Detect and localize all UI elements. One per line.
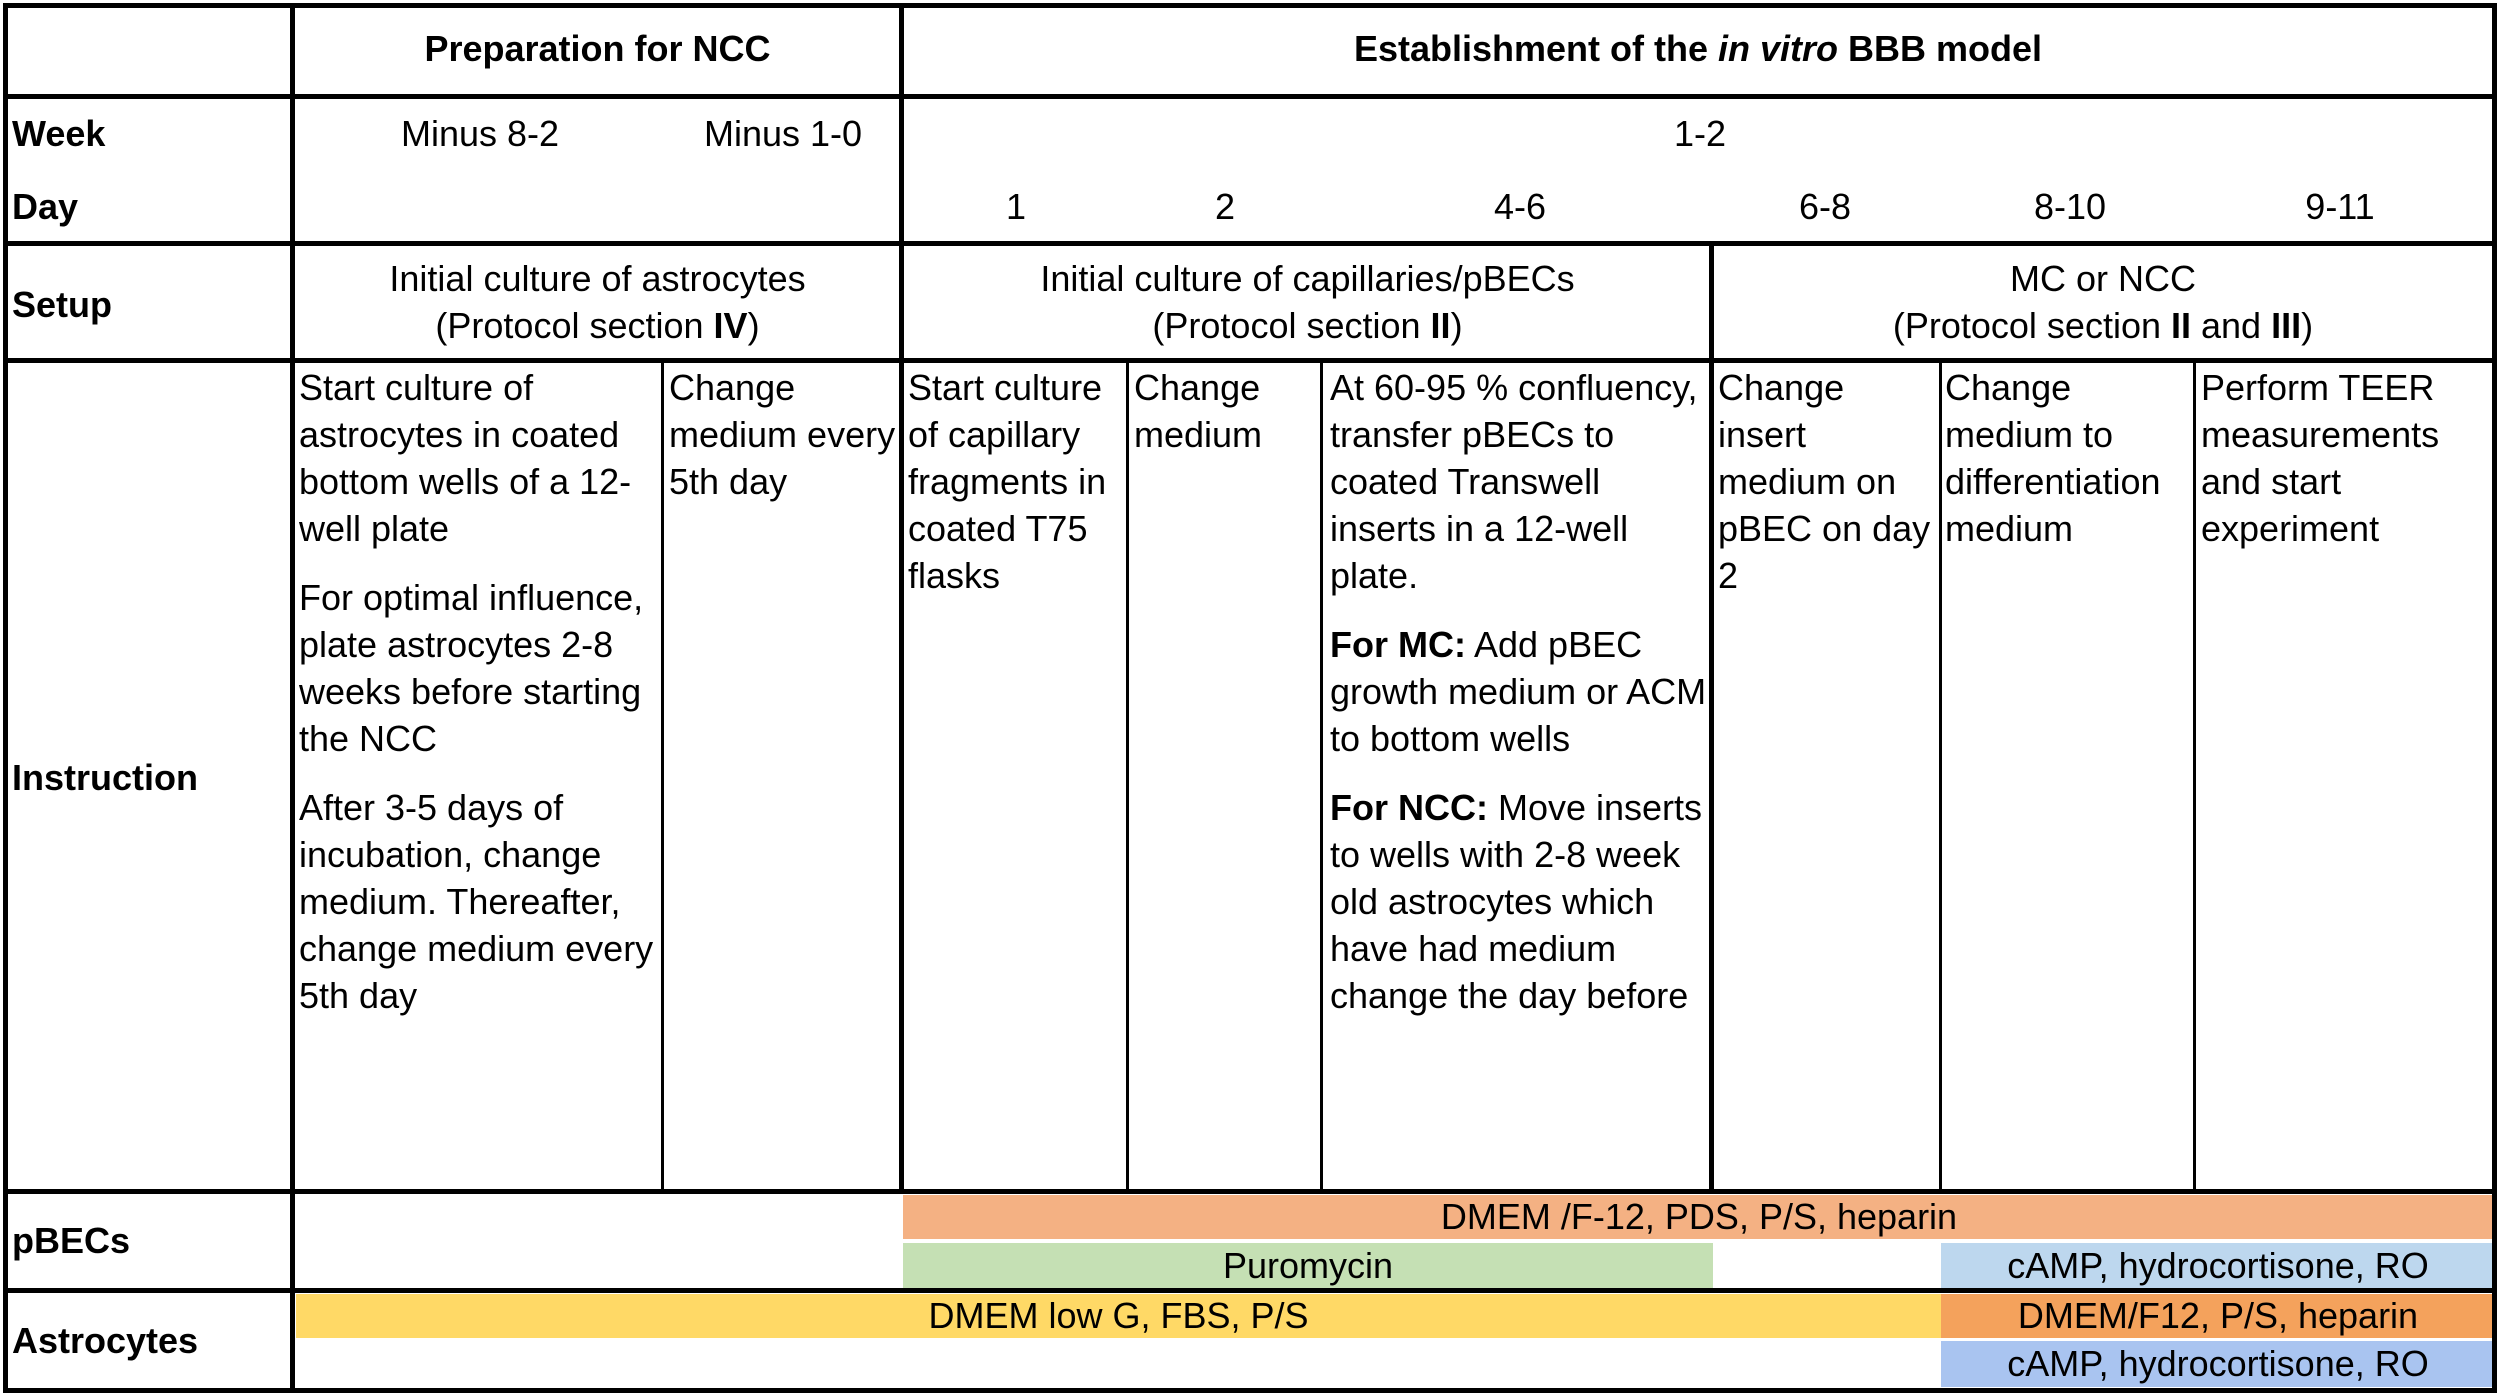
week-minus-8-2: Minus 8-2 [400, 113, 560, 154]
table-border-right [2492, 3, 2497, 1393]
puromycin-label: Puromycin [1222, 1244, 1394, 1286]
setup-capillaries [904, 255, 1711, 349]
instruction-capillary-culture: Start culture of capillary fragments in coated T75 flasks [908, 367, 1107, 596]
col-divider [1126, 360, 1129, 1191]
table-border-top [3, 3, 2497, 8]
col-divider [661, 360, 664, 1191]
astro-main-medium-bar [296, 1294, 1941, 1338]
row-divider [3, 358, 2497, 363]
setup-astrocytes-protocol: (Protocol section IV) [435, 305, 760, 346]
prep-header: Preparation for NCC [424, 28, 771, 69]
instruction-change-insert-medium: Change insert medium on pBEC on day 2 [1718, 367, 1931, 596]
table-border-left [3, 3, 8, 1393]
astro-f12-medium-label: DMEM/F12, P/S, heparin [2017, 1295, 2419, 1336]
pbec-main-medium-label: DMEM /F-12, PDS, P/S, heparin [1440, 1196, 1958, 1237]
setup-mc-ncc [1714, 255, 2492, 349]
setup-mc-ncc-title: MC or NCC [2010, 258, 2196, 299]
for-ncc-label: For NCC: [1330, 787, 1488, 828]
row-label-setup: Setup [12, 284, 113, 325]
pbec-main-medium-bar [903, 1195, 2495, 1239]
setup-capillaries-title: Initial culture of capillaries/pBECs [1040, 258, 1575, 299]
instruction-teer: Perform TEER measurements and start experiment [2201, 367, 2440, 549]
day-9-11: 9-11 [2305, 186, 2375, 227]
row-label-pbecs: pBECs [12, 1220, 131, 1261]
for-mc-label: For MC: [1330, 624, 1466, 665]
col-divider [1320, 360, 1323, 1191]
instruction-change-medium-5th-day: Change medium every 5th day [669, 367, 896, 502]
day-6-8: 6-8 [1798, 186, 1852, 227]
setup-astrocytes-title: Initial culture of astrocytes [389, 258, 806, 299]
instruction-transfer-pbecs: At 60-95 % confluency, transfer pBECs to coated Transwell inserts in a 12-well plate. For MC: Add pBEC growth medium or ACM to bottom wells For NCC: Move inserts to wells with 2-8 week old astrocytes which have had medium change the day before [1330, 367, 1707, 1016]
col-divider [1709, 241, 1714, 1193]
col-divider [1939, 360, 1942, 1191]
instruction-differentiation-medium: Change medium to differentiation medium [1945, 367, 2161, 549]
setup-mc-ncc-protocol: (Protocol section II and III) [1892, 305, 2314, 346]
astro-diff-medium-label: cAMP, hydrocortisone, RO [2007, 1343, 2429, 1384]
day-4-6: 4-6 [1493, 186, 1547, 227]
puromycin-bar [903, 1243, 1713, 1288]
setup-capillaries-protocol: (Protocol section II) [1152, 305, 1463, 346]
day-2: 2 [1214, 186, 1236, 227]
row-divider [3, 94, 2497, 99]
day-8-10: 8-10 [2033, 186, 2107, 227]
astro-f12-medium-bar [1941, 1294, 2495, 1338]
establishment-header: Establishment of the in vitro BBB model [1353, 28, 2043, 69]
col-divider [290, 3, 295, 1393]
col-divider [2193, 360, 2196, 1191]
row-divider [3, 1288, 2497, 1293]
pbec-diff-medium-label: cAMP, hydrocortisone, RO [2007, 1244, 2429, 1286]
table-border-bottom [3, 1388, 2497, 1393]
row-label-week: Week [12, 113, 106, 154]
astro-main-medium-label: DMEM low G, FBS, P/S [928, 1295, 1309, 1336]
row-divider [3, 1189, 2497, 1194]
instruction-change-medium: Change medium [1134, 367, 1263, 455]
pbec-diff-medium-bar [1941, 1243, 2495, 1288]
col-divider [899, 3, 904, 1193]
row-divider [3, 241, 2497, 246]
in-vitro-text: in vitro [1718, 28, 1839, 69]
row-label-day: Day [12, 186, 79, 227]
week-1-2: 1-2 [1673, 113, 1727, 154]
week-minus-1-0: Minus 1-0 [703, 113, 863, 154]
instruction-astrocyte-culture: Start culture of astrocytes in coated bottom wells of a 12-well plate For optimal influence, plate astrocytes 2-8 weeks before starting the NCC After 3-5 days of incubation, change medium. Thereafter, change medium every 5th day [299, 367, 654, 1016]
setup-astrocytes [294, 255, 901, 349]
row-label-instruction: Instruction [12, 757, 198, 798]
astro-diff-medium-bar [1941, 1341, 2495, 1387]
day-1: 1 [1005, 186, 1027, 227]
row-label-astrocytes: Astrocytes [12, 1320, 199, 1361]
